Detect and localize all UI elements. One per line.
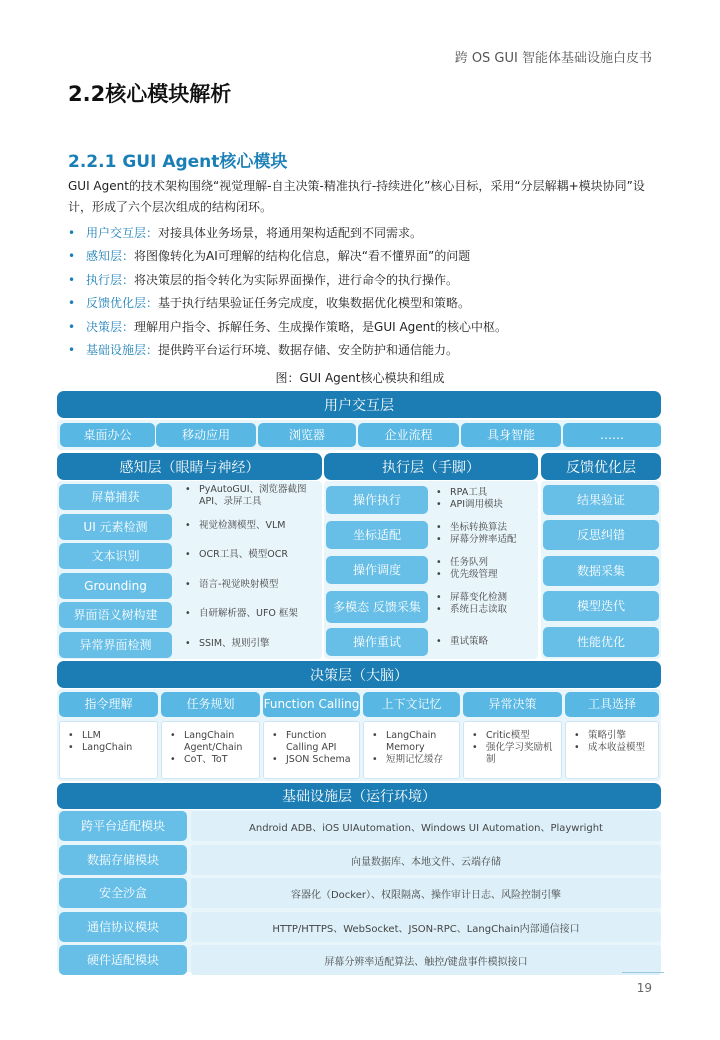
perception-module: 屏幕捕获 [59,484,172,510]
feedback-module: 性能优化 [543,627,659,657]
list-item: • 感知层：将图像转化为AI可理解的结构化信息，解决“看不懂界面”的问题 [68,245,668,268]
execution-module-desc: • 坐标转换算法 • 屏幕分辨率适配 [436,522,517,545]
list-item: • 用户交互层：对接具体业务场景，将通用架构适配到不同需求。 [68,222,668,245]
decision-module-tools: • Function Calling API • JSON Schema [263,721,360,779]
scenario-chip: 移动应用 [156,423,256,447]
subsection-heading: 2.2.1 GUI Agent核心模块 [68,152,288,172]
execution-module-desc: • 任务队列 • 优先级管理 [436,557,498,580]
perception-layer-header: 感知层（眼睛与神经） [57,453,322,480]
perception-module-desc: • 自研解析器、UFO 框架 [185,608,298,619]
user-layer-header: 用户交互层 [57,391,661,418]
bullet-icon: • [68,342,76,357]
decision-module: 上下文记忆 [363,692,460,717]
perception-module-desc: • 视觉检测模型、VLM [185,520,286,531]
infrastructure-module: 安全沙盒 [59,878,187,908]
decision-module: 工具选择 [565,692,659,717]
scenario-chip: 具身智能 [461,423,561,447]
perception-module-desc: • PyAutoGUI、浏览器截图API、录屏工具 [185,484,307,507]
page-number: 19 [636,981,652,995]
scenario-chip: 桌面办公 [60,423,155,447]
execution-module: 操作调度 [326,556,428,584]
perception-module-desc: • OCR工具、模型OCR [185,549,288,560]
feedback-module: 反思纠错 [543,520,659,550]
infrastructure-module: 跨平台适配模块 [59,811,187,841]
decision-module-tools: • LangChain Memory • 短期记忆缓存 [363,721,460,779]
feedback-module: 模型迭代 [543,591,659,621]
decision-module: 异常决策 [463,692,562,717]
decision-module-tools: • 策略引擎 • 成本收益模型 [565,721,659,779]
infrastructure-module-desc: 向量数据库、本地文件、云端存储 [191,845,661,875]
execution-module: 多模态 反馈采集 [326,591,428,623]
infrastructure-layer-header: 基础设施层（运行环境） [57,783,661,809]
infrastructure-module: 数据存储模块 [59,845,187,875]
perception-module: 文本识别 [59,543,172,569]
feedback-module: 数据采集 [543,556,659,586]
bullet-icon: • [68,296,76,311]
infrastructure-module-desc: 容器化（Docker）、权限隔离、操作审计日志、风险控制引擎 [191,878,661,908]
list-item: • 执行层：将决策层的指令转化为实际界面操作，进行命令的执行操作。 [68,269,668,292]
execution-module: 坐标适配 [326,521,428,549]
feedback-layer-header: 反馈优化层 [541,453,661,480]
list-item: • 决策层：理解用户指令、拆解任务、生成操作策略，是GUI Agent的核心中枢。 [68,316,668,339]
decision-module: Function Calling [263,692,360,717]
decision-module-tools: • Critic模型 • 强化学习奖励机制 [463,721,562,779]
execution-module-desc: • RPA工具 • API调用模块 [436,487,504,510]
scenario-chip: …… [563,423,661,447]
execution-module: 操作重试 [326,628,428,656]
layer-bullet-list [68,222,668,362]
perception-module: Grounding [59,573,172,599]
infrastructure-module-desc: Android ADB、iOS UIAutomation、Windows UI Automation、Playwright [191,811,661,841]
infrastructure-module: 通信协议模块 [59,912,187,942]
running-header: 跨 OS GUI 智能体基础设施白皮书 [454,51,652,66]
footer-rule [622,972,664,973]
feedback-module: 结果验证 [543,485,659,515]
section-heading: 2.2核心模块解析 [68,82,232,106]
execution-module-desc: • 屏幕变化检测 • 系统日志读取 [436,592,508,615]
bullet-icon: • [68,226,76,240]
figure-caption: 图：GUI Agent核心模块和组成 [275,371,445,385]
bullet-icon: • [68,249,76,264]
perception-module: 界面语义树构建 [59,602,172,628]
decision-module: 任务规划 [161,692,260,717]
execution-module: 操作执行 [326,486,428,514]
perception-module-desc: • 语言-视觉映射模型 [185,579,279,590]
decision-layer-header: 决策层（大脑） [57,661,661,688]
list-item: • 反馈优化层：基于执行结果验证任务完成度，收集数据优化模型和策略。 [68,292,668,315]
intro-paragraph: GUI Agent的技术架构围绕“视觉理解-自主决策-精准执行-持续进化”核心目标，采用“分层解耦+模块协同”设计，形成了六个层次组成的结构闭环。 [68,179,645,214]
infrastructure-module: 硬件适配模块 [59,945,187,975]
scenario-chip: 企业流程 [358,423,459,447]
decision-module-tools: • LLM • LangChain [59,721,158,779]
decision-module-tools: • LangChain Agent/Chain • CoT、ToT [161,721,260,779]
list-item: • 基础设施层：提供跨平台运行环境、数据存储、安全防护和通信能力。 [68,339,668,362]
scenario-chip: 浏览器 [258,423,356,447]
infrastructure-module-desc: HTTP/HTTPS、WebSocket、JSON-RPC、LangChain内部通信接口 [191,912,661,942]
bullet-icon: • [68,272,76,287]
perception-module: UI 元素检测 [59,514,172,540]
execution-layer-header: 执行层（手脚） [324,453,538,480]
decision-module: 指令理解 [59,692,158,717]
perception-module: 异常界面检测 [59,632,172,658]
infrastructure-module-desc: 屏幕分辨率适配算法、触控/键盘事件模拟接口 [191,945,661,975]
execution-module-desc: • 重试策略 [436,636,489,647]
perception-module-desc: • SSIM、规则引擎 [185,638,270,649]
bullet-icon: • [68,319,76,334]
